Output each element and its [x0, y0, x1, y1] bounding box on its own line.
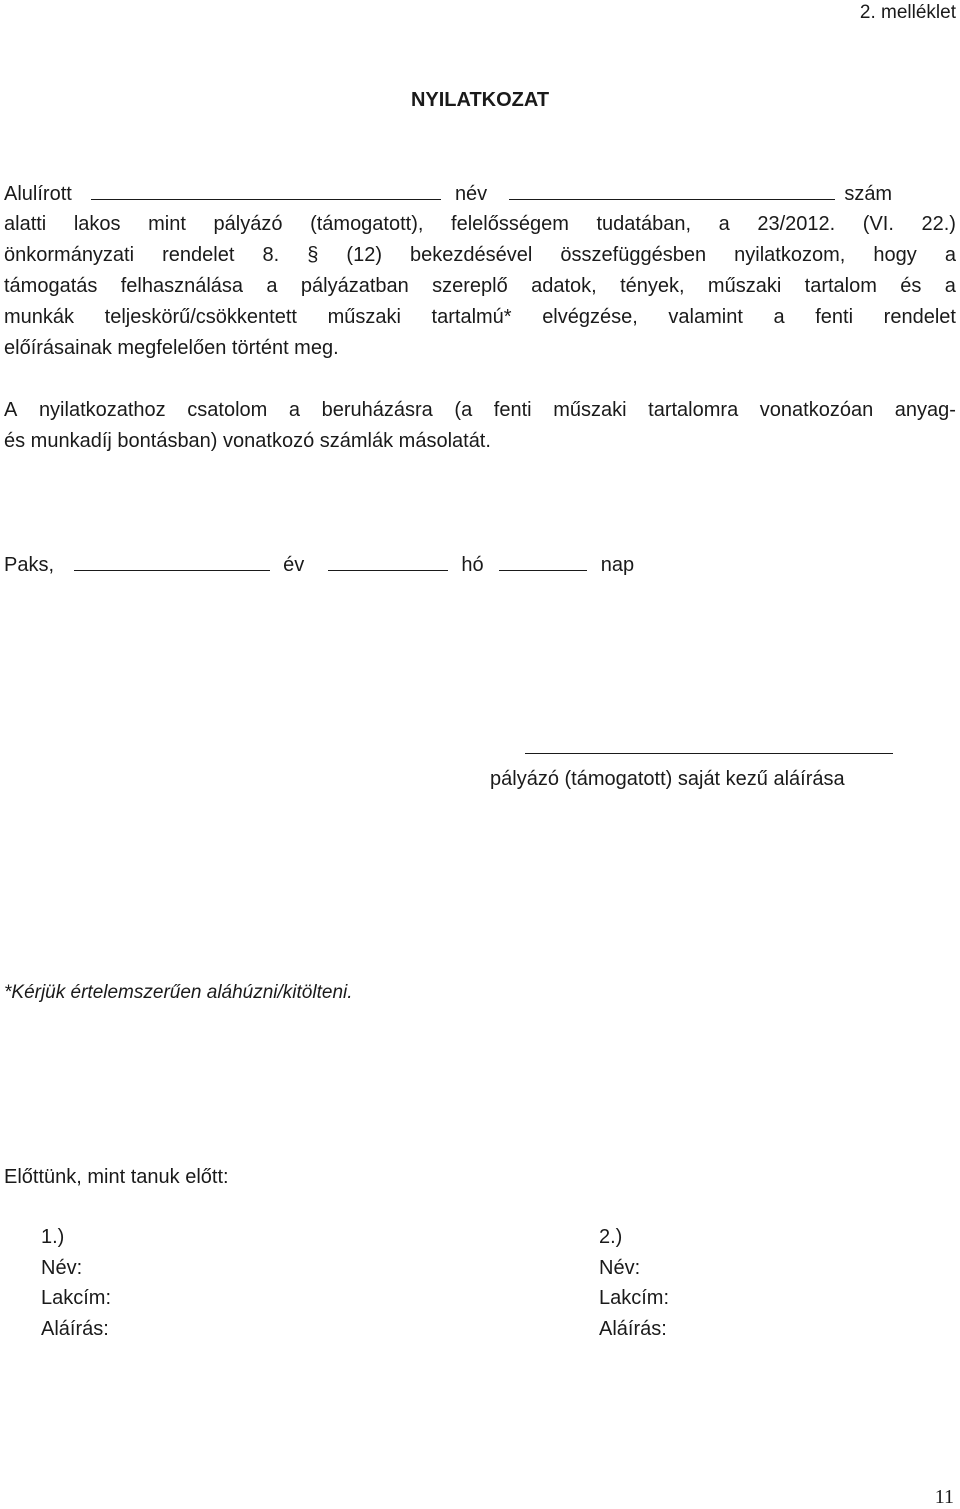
- intro-word-alulirott: Alulírott: [4, 183, 72, 205]
- word: pályázó: [213, 213, 283, 235]
- word: mint: [148, 213, 186, 235]
- month-label: hó: [461, 554, 484, 576]
- word: A: [4, 399, 18, 421]
- year-label: év: [283, 554, 305, 576]
- witness-name-label: Név:: [41, 1256, 83, 1279]
- paragraph1-line6: előírásainak megfelelően történt meg.: [4, 337, 339, 359]
- day-label: nap: [600, 554, 635, 576]
- word: tartalomra: [648, 399, 739, 421]
- word: önkormányzati: [4, 244, 135, 266]
- word: (VI.: [862, 213, 894, 235]
- word: anyag-: [894, 399, 956, 421]
- word: (12): [346, 244, 382, 266]
- paragraph1-line2: [4, 212, 956, 236]
- page-number: 11: [934, 1486, 954, 1508]
- word: elvégzése,: [542, 306, 638, 328]
- witness-block-1: [41, 1222, 111, 1344]
- word: műszaki: [707, 275, 782, 297]
- word: hogy: [873, 244, 917, 266]
- witness-signature-label: Aláírás:: [599, 1317, 667, 1340]
- word: 23/2012.: [757, 213, 836, 235]
- paragraph2-line1: [4, 398, 956, 422]
- witness-heading: Előttünk, mint tanuk előtt:: [4, 1166, 229, 1188]
- word: tudatában,: [596, 213, 692, 235]
- witness-signature-label: Aláírás:: [41, 1317, 109, 1340]
- word: teljeskörű/csökkentett: [104, 306, 297, 328]
- date-line: [4, 552, 956, 577]
- intro-word-szam: szám: [844, 183, 893, 205]
- witness-name-label: Név:: [599, 1256, 641, 1279]
- word: tartalmú*: [431, 306, 512, 328]
- place-label: Paks,: [4, 554, 55, 576]
- witness-block-2: [599, 1222, 669, 1344]
- word: a: [718, 213, 730, 235]
- word: a: [773, 306, 785, 328]
- word: vonatkozóan: [759, 399, 874, 421]
- word: 8.: [262, 244, 280, 266]
- paragraph1-line4: [4, 274, 956, 298]
- name-blank[interactable]: [91, 181, 441, 200]
- year-blank[interactable]: [74, 552, 270, 571]
- word: beruházásra: [321, 399, 433, 421]
- word: a: [266, 275, 278, 297]
- paragraph2-line2: és munkadíj bontásban) vonatkozó számlák másolatát.: [4, 430, 491, 452]
- word: összefüggésben: [560, 244, 707, 266]
- word: rendelet: [162, 244, 235, 266]
- word: nyilatkozathoz: [38, 399, 166, 421]
- word: és: [900, 275, 922, 297]
- signature-line[interactable]: [525, 752, 893, 754]
- word: szereplő: [432, 275, 508, 297]
- number-blank[interactable]: [509, 181, 835, 200]
- word: a: [944, 275, 956, 297]
- annex-label: 2. melléklet: [859, 2, 956, 23]
- word: támogatás: [4, 275, 98, 297]
- month-blank[interactable]: [328, 552, 448, 571]
- word: felhasználása: [120, 275, 244, 297]
- day-blank[interactable]: [499, 552, 587, 571]
- word: fenti: [493, 399, 532, 421]
- word: lakos: [73, 213, 121, 235]
- word: műszaki: [327, 306, 401, 328]
- word: a: [944, 244, 956, 266]
- word: tartalom: [804, 275, 877, 297]
- paragraph1-line5: [4, 305, 956, 329]
- word: fenti: [815, 306, 854, 328]
- word: alatti: [4, 213, 47, 235]
- word: munkák: [4, 306, 75, 328]
- word: 22.): [921, 213, 956, 235]
- word: valamint: [668, 306, 743, 328]
- signature-caption: pályázó (támogatott) saját kezű aláírása: [490, 768, 845, 790]
- witness-address-label: Lakcím:: [599, 1287, 670, 1309]
- word: rendelet: [883, 306, 956, 328]
- witness-number: 1.): [41, 1226, 65, 1248]
- word: adatok,: [531, 275, 597, 297]
- word: műszaki: [553, 399, 627, 421]
- witness-number: 2.): [599, 1226, 623, 1248]
- intro-word-nev: név: [454, 183, 488, 205]
- word: nyilatkozom,: [734, 244, 846, 266]
- intro-line: [4, 181, 956, 206]
- footnote: *Kérjük értelemszerűen aláhúzni/kitölteni.: [4, 982, 353, 1003]
- word: tények,: [620, 275, 685, 297]
- word: csatolom: [187, 399, 268, 421]
- document-title: NYILATKOZAT: [410, 89, 550, 111]
- word: bekezdésével: [410, 244, 533, 266]
- word: (a: [454, 399, 473, 421]
- word: (támogatott),: [310, 213, 424, 235]
- word: felelősségem: [451, 213, 569, 235]
- witness-address-label: Lakcím:: [41, 1287, 112, 1309]
- section-sign: §: [307, 244, 319, 266]
- paragraph1-line3: [4, 243, 956, 267]
- word: a: [288, 399, 301, 421]
- word: pályázatban: [300, 275, 409, 297]
